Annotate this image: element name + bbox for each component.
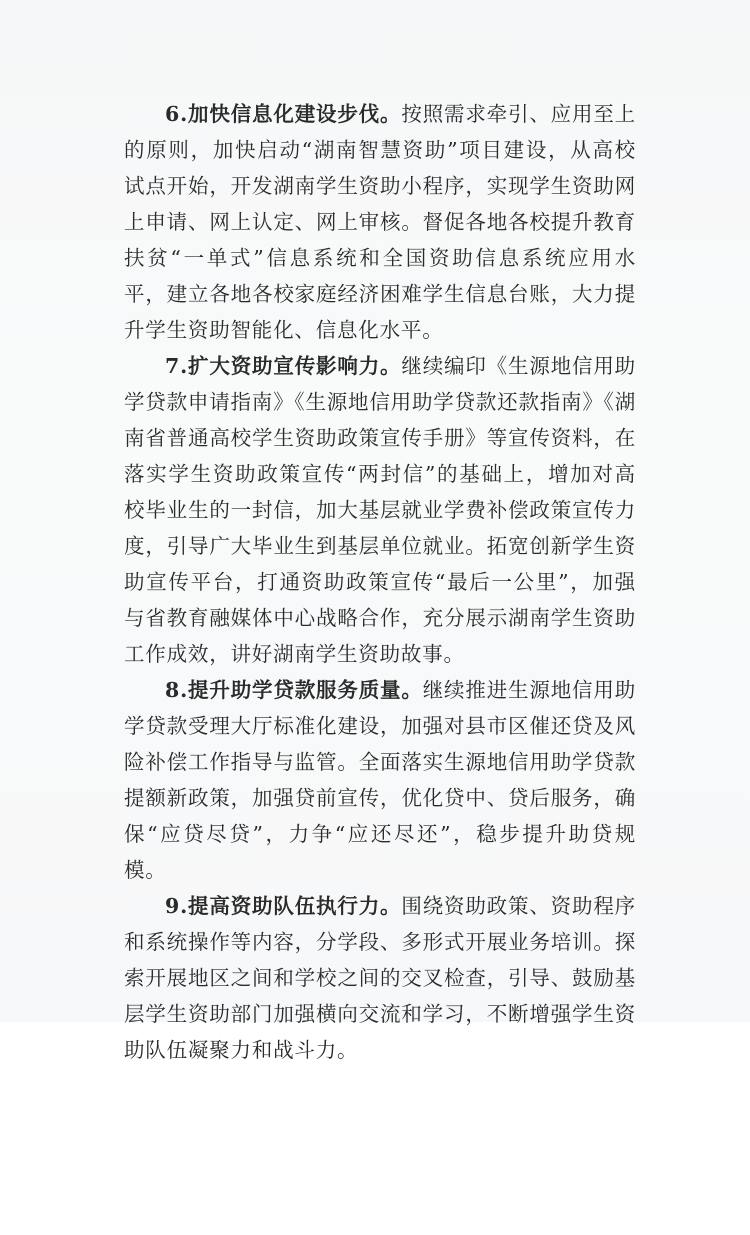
paragraph-7 [124, 348, 636, 672]
paragraph-6-text: 按照需求牵引、应用至上的原则，加快启动“湖南智慧资助”项目建设，从高校试点开始，开发湖南学生资助小程序，实现学生资助网上申请、网上认定、网上审核。督促各地各校提升教育扶贫“一单式”信息系统和全国资助信息系统应用水平，建立各地各校家庭经济困难学生信息台账，大力提升学生资助智能化、信息化水平。 [124, 102, 636, 342]
paragraph-7-text: 继续编印《生源地信用助学贷款申请指南》《生源地信用助学贷款还款指南》《湖南省普通高校学生资助政策宣传手册》等宣传资料，在落实学生资助政策宣传“两封信”的基础上，增加对高校毕业生的一封信，加大基层就业学费补偿政策宣传力度，引导广大毕业生到基层单位就业。拓宽创新学生资助宣传平台，打通资助政策宣传“最后一公里”，加强与省教育融媒体中心战略合作，充分展示湖南学生资助工作成效，讲好湖南学生资助故事。 [124, 354, 636, 666]
paragraph-8 [124, 672, 636, 888]
paragraph-7-heading: 7.扩大资助宣传影响力。 [165, 354, 402, 378]
paragraph-6 [124, 96, 636, 348]
paragraph-8-text: 继续推进生源地信用助学贷款受理大厅标准化建设，加强对县市区催还贷及风险补偿工作指导与监管。全面落实生源地信用助学贷款提额新政策，加强贷前宣传，优化贷中、贷后服务，确保“应贷尽贷”，力争“应还尽还”，稳步提升助贷规模。 [124, 678, 636, 882]
document-body [124, 96, 636, 1068]
paragraph-9-text: 围绕资助政策、资助程序和系统操作等内容，分学段、多形式开展业务培训。探索开展地区之间和学校之间的交叉检查，引导、鼓励基层学生资助部门加强横向交流和学习，不断增强学生资助队伍凝聚力和战斗力。 [124, 894, 636, 1062]
paragraph-9 [124, 888, 636, 1068]
paragraph-8-heading: 8.提升助学贷款服务质量。 [165, 678, 423, 702]
paragraph-6-heading: 6.加快信息化建设步伐。 [165, 102, 402, 126]
paragraph-9-heading: 9.提高资助队伍执行力。 [165, 894, 402, 918]
